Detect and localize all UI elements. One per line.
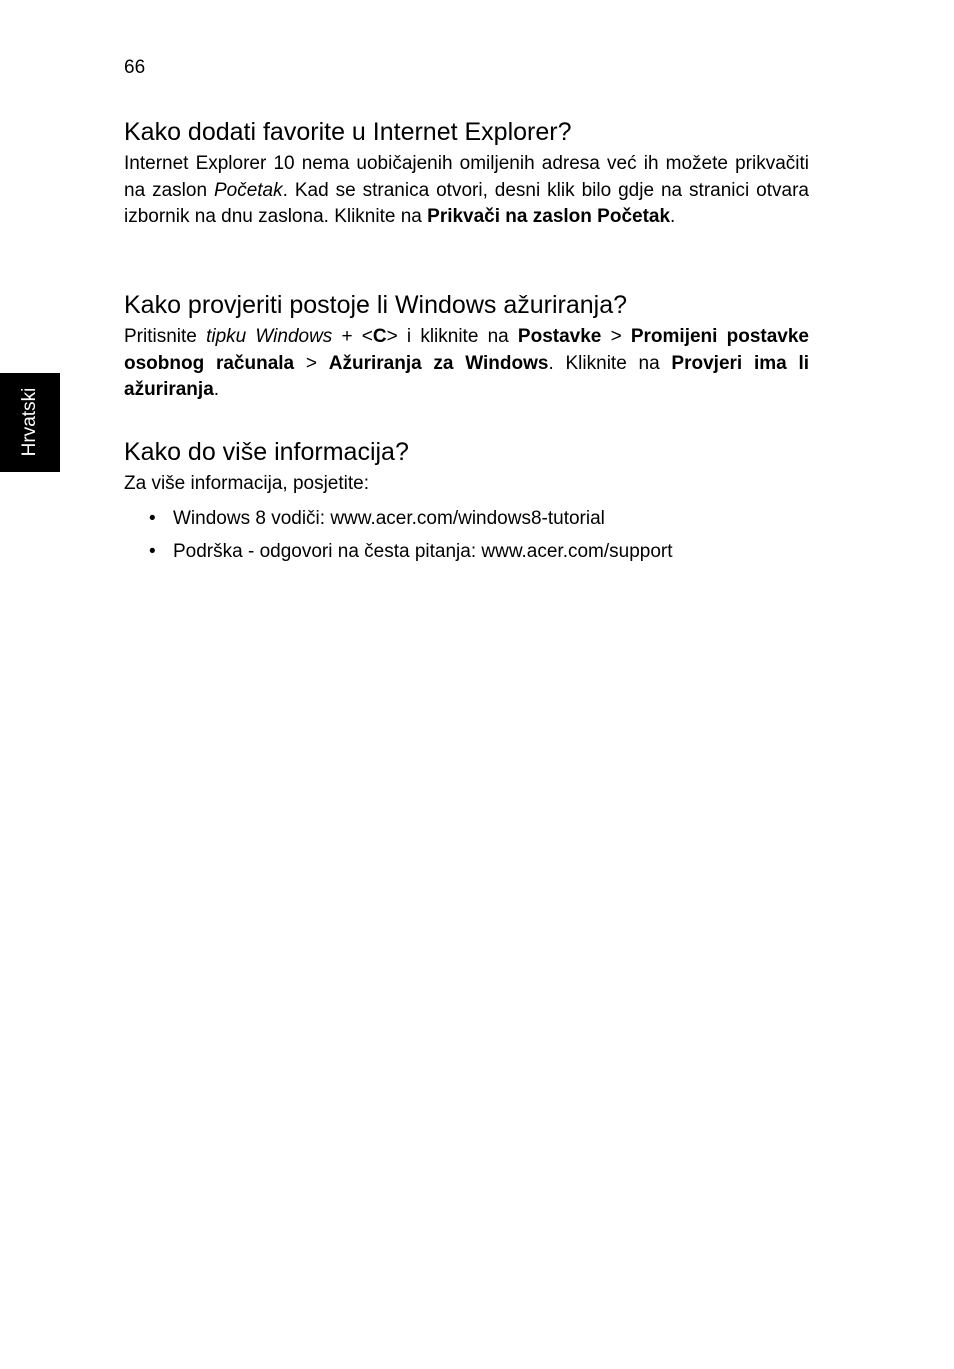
section-windows-updates [124,290,809,404]
list-item [124,506,809,532]
paragraph-text: . [213,379,220,400]
language-side-tab [0,373,60,472]
paragraph-text-bold: C [372,326,387,347]
bullet-glyph: • [149,540,156,562]
section-paragraph [124,151,809,231]
paragraph-text: Internet Explorer 10 nema uobičajenih omiljenih adresa već ih možete prikvačiti na zaslon [124,153,809,201]
side-tab-label: Hrvatski [19,387,40,457]
bullet-glyph: • [149,507,156,529]
paragraph-text: > i kliknite na [386,326,518,347]
section-heading: Kako dodati favorite u Internet Explorer? [124,118,572,146]
page-number: 66 [124,57,146,78]
paragraph-text-bold: Prikvači na zaslon Početak [427,206,671,227]
section-intro: Za više informacija, posjetite: [124,473,369,494]
section-favorites [124,117,809,231]
section-heading: Kako do više informacija? [124,438,409,466]
list-item-text: Podrška - odgovori na česta pitanja: www.acer.com/support [173,540,673,562]
paragraph-text-bold: Promijeni postavke osobnog računala [124,326,810,374]
paragraph-text: . Kad se stranica otvori, desni klik bilo gdje na stranici otvara izbornik na dnu zaslona. Kliknite na [124,179,809,227]
section-heading: Kako provjeriti postoje li Windows ažuriranja? [124,291,628,319]
paragraph-text: + < [332,326,373,347]
paragraph-text-bold: Postavke [517,326,602,347]
paragraph-text: . Kliknite na [548,352,672,374]
info-links-list [124,506,809,565]
section-more-info [124,437,809,572]
paragraph-text: > [601,326,631,347]
paragraph-text-bold: Ažuriranja za Windows [328,352,549,374]
paragraph-text: > [294,352,329,374]
list-item [124,539,809,565]
paragraph-text-bold: Provjeri ima li ažuriranja [124,352,810,400]
paragraph-text-italic: tipku Windows [206,326,333,347]
paragraph-text: . [670,206,676,227]
paragraph-text-italic: Početak [213,179,283,201]
section-paragraph [124,324,809,404]
paragraph-text: Pritisnite [124,326,207,347]
list-item-text: Windows 8 vodiči: www.acer.com/windows8-tutorial [173,507,605,529]
